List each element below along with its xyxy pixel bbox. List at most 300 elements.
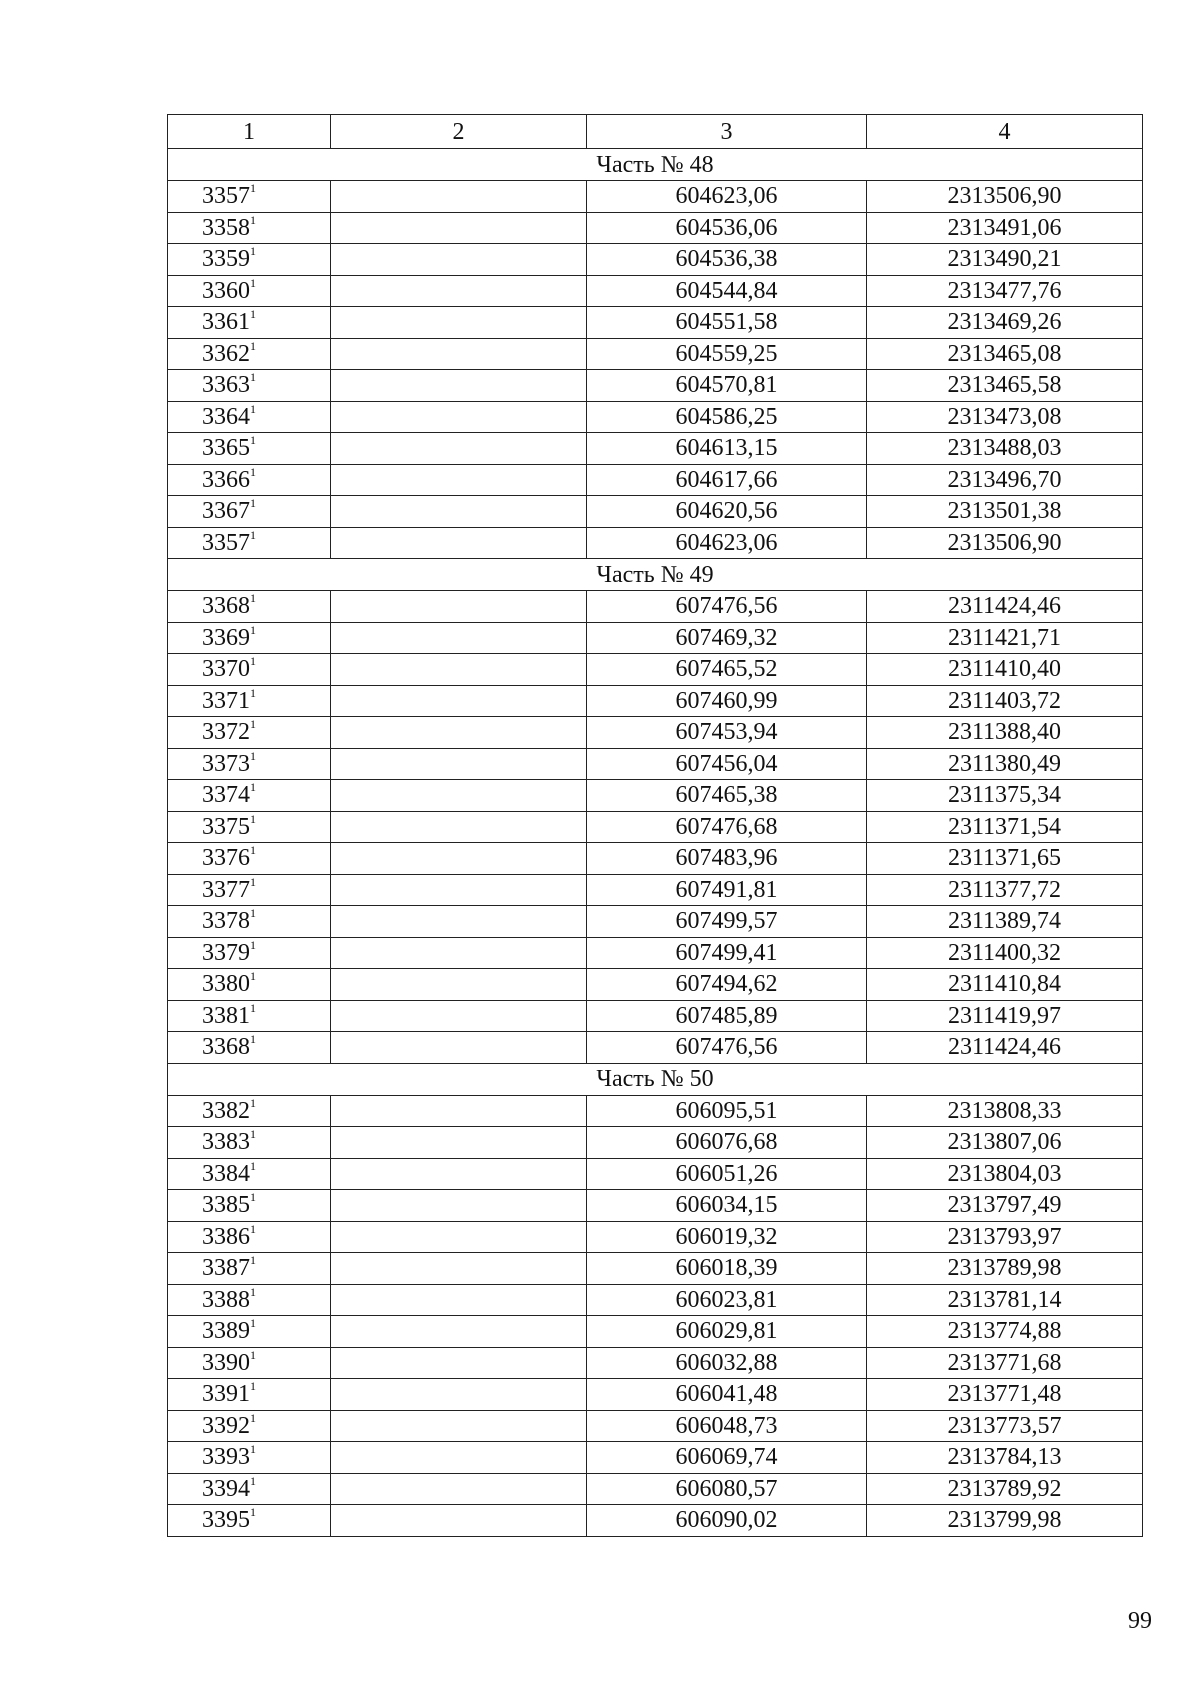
column-2-cell bbox=[331, 1316, 587, 1348]
table-row bbox=[168, 1000, 1143, 1032]
point-number-superscript: 1 bbox=[250, 937, 256, 952]
column-2-cell bbox=[331, 1032, 587, 1064]
table-row bbox=[168, 1347, 1143, 1379]
y-coordinate-cell: 2311371,54 bbox=[867, 811, 1143, 843]
x-coordinate-cell: 606019,32 bbox=[587, 1221, 867, 1253]
y-coordinate-cell: 2311377,72 bbox=[867, 874, 1143, 906]
y-coordinate-cell: 2313784,13 bbox=[867, 1442, 1143, 1474]
y-coordinate-cell: 2311424,46 bbox=[867, 1032, 1143, 1064]
table-row bbox=[168, 937, 1143, 969]
column-2-cell bbox=[331, 401, 587, 433]
y-coordinate-cell: 2311410,84 bbox=[867, 969, 1143, 1001]
point-number-superscript: 1 bbox=[250, 496, 256, 511]
table-row bbox=[168, 527, 1143, 559]
x-coordinate-cell: 607494,62 bbox=[587, 969, 867, 1001]
table-row bbox=[168, 370, 1143, 402]
section-header-row bbox=[168, 559, 1143, 591]
point-number-superscript: 1 bbox=[250, 780, 256, 795]
point-number-superscript: 1 bbox=[250, 1379, 256, 1394]
table-row bbox=[168, 843, 1143, 875]
point-number-superscript: 1 bbox=[250, 685, 256, 700]
column-2-cell bbox=[331, 969, 587, 1001]
y-coordinate-cell: 2313793,97 bbox=[867, 1221, 1143, 1253]
y-coordinate-cell: 2313469,26 bbox=[867, 307, 1143, 339]
point-number: 3370 bbox=[202, 656, 250, 683]
point-number-superscript: 1 bbox=[250, 874, 256, 889]
x-coordinate-cell: 604544,84 bbox=[587, 275, 867, 307]
column-2-cell bbox=[331, 1127, 587, 1159]
point-number-superscript: 1 bbox=[250, 811, 256, 826]
column-2-cell bbox=[331, 748, 587, 780]
y-coordinate-cell: 2311388,40 bbox=[867, 717, 1143, 749]
point-number: 3389 bbox=[202, 1318, 250, 1345]
column-2-cell bbox=[331, 496, 587, 528]
point-number: 3369 bbox=[202, 624, 250, 651]
column-2-cell bbox=[331, 464, 587, 496]
x-coordinate-cell: 604570,81 bbox=[587, 370, 867, 402]
point-number-superscript: 1 bbox=[250, 338, 256, 353]
point-number-cell bbox=[168, 1221, 331, 1253]
point-number-cell bbox=[168, 1316, 331, 1348]
point-number-cell bbox=[168, 969, 331, 1001]
y-coordinate-cell: 2313807,06 bbox=[867, 1127, 1143, 1159]
section-title: Часть № 48 bbox=[168, 149, 1143, 181]
x-coordinate-cell: 606032,88 bbox=[587, 1347, 867, 1379]
point-number-superscript: 1 bbox=[250, 181, 256, 196]
column-2-cell bbox=[331, 244, 587, 276]
point-number-superscript: 1 bbox=[250, 1127, 256, 1142]
column-2-cell bbox=[331, 937, 587, 969]
x-coordinate-cell: 607499,41 bbox=[587, 937, 867, 969]
x-coordinate-cell: 607485,89 bbox=[587, 1000, 867, 1032]
point-number-superscript: 1 bbox=[250, 275, 256, 290]
point-number-cell bbox=[168, 370, 331, 402]
x-coordinate-cell: 606069,74 bbox=[587, 1442, 867, 1474]
point-number: 3361 bbox=[202, 309, 250, 336]
x-coordinate-cell: 604559,25 bbox=[587, 338, 867, 370]
point-number-cell bbox=[168, 937, 331, 969]
point-number: 3380 bbox=[202, 971, 250, 998]
point-number: 3357 bbox=[202, 183, 250, 210]
y-coordinate-cell: 2311371,65 bbox=[867, 843, 1143, 875]
table-row bbox=[168, 1190, 1143, 1222]
point-number: 3392 bbox=[202, 1412, 250, 1439]
y-coordinate-cell: 2313465,58 bbox=[867, 370, 1143, 402]
x-coordinate-cell: 607465,52 bbox=[587, 654, 867, 686]
point-number-cell bbox=[168, 591, 331, 623]
point-number-cell bbox=[168, 1032, 331, 1064]
column-2-cell bbox=[331, 843, 587, 875]
x-coordinate-cell: 606080,57 bbox=[587, 1473, 867, 1505]
table-row bbox=[168, 1158, 1143, 1190]
y-coordinate-cell: 2311419,97 bbox=[867, 1000, 1143, 1032]
point-number-cell bbox=[168, 1095, 331, 1127]
section-header-row bbox=[168, 149, 1143, 181]
x-coordinate-cell: 604586,25 bbox=[587, 401, 867, 433]
x-coordinate-cell: 604536,38 bbox=[587, 244, 867, 276]
point-number-cell bbox=[168, 244, 331, 276]
section-title: Часть № 49 bbox=[168, 559, 1143, 591]
point-number-superscript: 1 bbox=[250, 212, 256, 227]
x-coordinate-cell: 607483,96 bbox=[587, 843, 867, 875]
point-number: 3383 bbox=[202, 1129, 250, 1156]
point-number: 3382 bbox=[202, 1097, 250, 1124]
point-number: 3388 bbox=[202, 1286, 250, 1313]
point-number-superscript: 1 bbox=[250, 307, 256, 322]
x-coordinate-cell: 606076,68 bbox=[587, 1127, 867, 1159]
column-2-cell bbox=[331, 1221, 587, 1253]
table-row bbox=[168, 622, 1143, 654]
point-number-cell bbox=[168, 1190, 331, 1222]
table-row bbox=[168, 811, 1143, 843]
x-coordinate-cell: 604536,06 bbox=[587, 212, 867, 244]
point-number-cell bbox=[168, 906, 331, 938]
point-number-cell bbox=[168, 843, 331, 875]
y-coordinate-cell: 2311421,71 bbox=[867, 622, 1143, 654]
point-number-superscript: 1 bbox=[250, 1347, 256, 1362]
y-coordinate-cell: 2313496,70 bbox=[867, 464, 1143, 496]
point-number: 3368 bbox=[202, 593, 250, 620]
table-row bbox=[168, 496, 1143, 528]
column-2-cell bbox=[331, 1473, 587, 1505]
table-row bbox=[168, 654, 1143, 686]
page-number: 99 bbox=[1128, 1608, 1152, 1634]
column-2-cell bbox=[331, 1253, 587, 1285]
table-body bbox=[168, 149, 1143, 1537]
section-title: Часть № 50 bbox=[168, 1063, 1143, 1095]
point-number-superscript: 1 bbox=[250, 1190, 256, 1205]
y-coordinate-cell: 2313506,90 bbox=[867, 181, 1143, 213]
point-number-superscript: 1 bbox=[250, 1442, 256, 1457]
column-2-cell bbox=[331, 717, 587, 749]
column-2-cell bbox=[331, 1158, 587, 1190]
table-row bbox=[168, 1221, 1143, 1253]
point-number: 3393 bbox=[202, 1444, 250, 1471]
y-coordinate-cell: 2311380,49 bbox=[867, 748, 1143, 780]
x-coordinate-cell: 606090,02 bbox=[587, 1505, 867, 1537]
table-row bbox=[168, 464, 1143, 496]
point-number-cell bbox=[168, 874, 331, 906]
column-2-cell bbox=[331, 1095, 587, 1127]
point-number-cell bbox=[168, 780, 331, 812]
coordinates-table bbox=[167, 114, 1143, 1537]
x-coordinate-cell: 604551,58 bbox=[587, 307, 867, 339]
x-coordinate-cell: 606051,26 bbox=[587, 1158, 867, 1190]
point-number-cell bbox=[168, 1158, 331, 1190]
point-number-cell bbox=[168, 464, 331, 496]
y-coordinate-cell: 2313771,48 bbox=[867, 1379, 1143, 1411]
column-header-4: 4 bbox=[867, 115, 1143, 149]
point-number-cell bbox=[168, 1379, 331, 1411]
column-2-cell bbox=[331, 654, 587, 686]
table-row bbox=[168, 181, 1143, 213]
column-header-3: 3 bbox=[587, 115, 867, 149]
table-row bbox=[168, 1032, 1143, 1064]
table-row bbox=[168, 1442, 1143, 1474]
point-number-cell bbox=[168, 685, 331, 717]
point-number-superscript: 1 bbox=[250, 1095, 256, 1110]
point-number-superscript: 1 bbox=[250, 1473, 256, 1488]
y-coordinate-cell: 2313774,88 bbox=[867, 1316, 1143, 1348]
table-row bbox=[168, 338, 1143, 370]
point-number-cell bbox=[168, 496, 331, 528]
point-number: 3378 bbox=[202, 908, 250, 935]
table-row bbox=[168, 1505, 1143, 1537]
point-number: 3385 bbox=[202, 1192, 250, 1219]
table-row bbox=[168, 1127, 1143, 1159]
y-coordinate-cell: 2311424,46 bbox=[867, 591, 1143, 623]
point-number-cell bbox=[168, 433, 331, 465]
x-coordinate-cell: 604620,56 bbox=[587, 496, 867, 528]
table-row bbox=[168, 969, 1143, 1001]
x-coordinate-cell: 607499,57 bbox=[587, 906, 867, 938]
y-coordinate-cell: 2313789,92 bbox=[867, 1473, 1143, 1505]
point-number-cell bbox=[168, 654, 331, 686]
y-coordinate-cell: 2313797,49 bbox=[867, 1190, 1143, 1222]
y-coordinate-cell: 2313773,57 bbox=[867, 1410, 1143, 1442]
table-row bbox=[168, 1410, 1143, 1442]
column-2-cell bbox=[331, 1442, 587, 1474]
column-2-cell bbox=[331, 1000, 587, 1032]
x-coordinate-cell: 606041,48 bbox=[587, 1379, 867, 1411]
column-2-cell bbox=[331, 685, 587, 717]
x-coordinate-cell: 606034,15 bbox=[587, 1190, 867, 1222]
column-2-cell bbox=[331, 275, 587, 307]
table-header-row bbox=[168, 115, 1143, 149]
table-row bbox=[168, 1095, 1143, 1127]
point-number-superscript: 1 bbox=[250, 527, 256, 542]
column-2-cell bbox=[331, 1410, 587, 1442]
point-number-superscript: 1 bbox=[250, 969, 256, 984]
table-row bbox=[168, 1316, 1143, 1348]
table-row bbox=[168, 1253, 1143, 1285]
y-coordinate-cell: 2313490,21 bbox=[867, 244, 1143, 276]
y-coordinate-cell: 2313789,98 bbox=[867, 1253, 1143, 1285]
point-number: 3366 bbox=[202, 466, 250, 493]
point-number: 3360 bbox=[202, 277, 250, 304]
point-number-cell bbox=[168, 1127, 331, 1159]
x-coordinate-cell: 606029,81 bbox=[587, 1316, 867, 1348]
y-coordinate-cell: 2313799,98 bbox=[867, 1505, 1143, 1537]
point-number: 3374 bbox=[202, 782, 250, 809]
point-number-cell bbox=[168, 717, 331, 749]
point-number: 3375 bbox=[202, 813, 250, 840]
point-number: 3381 bbox=[202, 1002, 250, 1029]
point-number-cell bbox=[168, 527, 331, 559]
point-number-superscript: 1 bbox=[250, 1316, 256, 1331]
point-number-cell bbox=[168, 401, 331, 433]
point-number: 3357 bbox=[202, 529, 250, 556]
point-number: 3395 bbox=[202, 1507, 250, 1534]
point-number-superscript: 1 bbox=[250, 622, 256, 637]
point-number-superscript: 1 bbox=[250, 1221, 256, 1236]
x-coordinate-cell: 604623,06 bbox=[587, 181, 867, 213]
point-number-cell bbox=[168, 1505, 331, 1537]
column-2-cell bbox=[331, 906, 587, 938]
table-row bbox=[168, 874, 1143, 906]
table-row bbox=[168, 275, 1143, 307]
table-row bbox=[168, 307, 1143, 339]
point-number: 3373 bbox=[202, 750, 250, 777]
column-2-cell bbox=[331, 1379, 587, 1411]
point-number-superscript: 1 bbox=[250, 433, 256, 448]
table-row bbox=[168, 1379, 1143, 1411]
point-number-superscript: 1 bbox=[250, 843, 256, 858]
point-number-superscript: 1 bbox=[250, 401, 256, 416]
x-coordinate-cell: 607465,38 bbox=[587, 780, 867, 812]
point-number-superscript: 1 bbox=[250, 591, 256, 606]
point-number-superscript: 1 bbox=[250, 1000, 256, 1015]
point-number-superscript: 1 bbox=[250, 748, 256, 763]
point-number-cell bbox=[168, 1442, 331, 1474]
point-number-superscript: 1 bbox=[250, 464, 256, 479]
column-header-2: 2 bbox=[331, 115, 587, 149]
column-2-cell bbox=[331, 780, 587, 812]
x-coordinate-cell: 604613,15 bbox=[587, 433, 867, 465]
x-coordinate-cell: 604617,66 bbox=[587, 464, 867, 496]
point-number-superscript: 1 bbox=[250, 1032, 256, 1047]
point-number: 3379 bbox=[202, 939, 250, 966]
point-number: 3386 bbox=[202, 1223, 250, 1250]
table-row bbox=[168, 748, 1143, 780]
point-number: 3368 bbox=[202, 1034, 250, 1061]
column-2-cell bbox=[331, 591, 587, 623]
point-number-cell bbox=[168, 622, 331, 654]
column-2-cell bbox=[331, 212, 587, 244]
y-coordinate-cell: 2313506,90 bbox=[867, 527, 1143, 559]
column-2-cell bbox=[331, 370, 587, 402]
point-number-cell bbox=[168, 1347, 331, 1379]
point-number: 3384 bbox=[202, 1160, 250, 1187]
x-coordinate-cell: 606018,39 bbox=[587, 1253, 867, 1285]
y-coordinate-cell: 2313501,38 bbox=[867, 496, 1143, 528]
x-coordinate-cell: 606048,73 bbox=[587, 1410, 867, 1442]
y-coordinate-cell: 2313465,08 bbox=[867, 338, 1143, 370]
y-coordinate-cell: 2313488,03 bbox=[867, 433, 1143, 465]
x-coordinate-cell: 607476,68 bbox=[587, 811, 867, 843]
point-number: 3390 bbox=[202, 1349, 250, 1376]
point-number-superscript: 1 bbox=[250, 1505, 256, 1520]
x-coordinate-cell: 606095,51 bbox=[587, 1095, 867, 1127]
section-header-row bbox=[168, 1063, 1143, 1095]
column-2-cell bbox=[331, 1284, 587, 1316]
point-number: 3359 bbox=[202, 246, 250, 273]
point-number-cell bbox=[168, 307, 331, 339]
point-number: 3387 bbox=[202, 1255, 250, 1282]
table-row bbox=[168, 685, 1143, 717]
point-number-cell bbox=[168, 811, 331, 843]
point-number-superscript: 1 bbox=[250, 244, 256, 259]
column-2-cell bbox=[331, 181, 587, 213]
column-2-cell bbox=[331, 1190, 587, 1222]
point-number: 3358 bbox=[202, 214, 250, 241]
table-row bbox=[168, 244, 1143, 276]
point-number-superscript: 1 bbox=[250, 906, 256, 921]
column-2-cell bbox=[331, 811, 587, 843]
column-2-cell bbox=[331, 874, 587, 906]
point-number-cell bbox=[168, 338, 331, 370]
point-number: 3367 bbox=[202, 498, 250, 525]
point-number: 3376 bbox=[202, 845, 250, 872]
point-number-cell bbox=[168, 275, 331, 307]
table-row bbox=[168, 717, 1143, 749]
point-number-superscript: 1 bbox=[250, 1284, 256, 1299]
table-row bbox=[168, 1473, 1143, 1505]
table-row bbox=[168, 780, 1143, 812]
point-number: 3364 bbox=[202, 403, 250, 430]
y-coordinate-cell: 2311410,40 bbox=[867, 654, 1143, 686]
column-2-cell bbox=[331, 307, 587, 339]
point-number: 3394 bbox=[202, 1475, 250, 1502]
point-number: 3377 bbox=[202, 876, 250, 903]
point-number-cell bbox=[168, 1000, 331, 1032]
y-coordinate-cell: 2313491,06 bbox=[867, 212, 1143, 244]
column-2-cell bbox=[331, 1347, 587, 1379]
point-number-superscript: 1 bbox=[250, 1158, 256, 1173]
point-number: 3372 bbox=[202, 719, 250, 746]
x-coordinate-cell: 607469,32 bbox=[587, 622, 867, 654]
point-number-cell bbox=[168, 212, 331, 244]
y-coordinate-cell: 2313781,14 bbox=[867, 1284, 1143, 1316]
table-row bbox=[168, 433, 1143, 465]
point-number-superscript: 1 bbox=[250, 370, 256, 385]
point-number-cell bbox=[168, 1284, 331, 1316]
y-coordinate-cell: 2313473,08 bbox=[867, 401, 1143, 433]
point-number-cell bbox=[168, 1410, 331, 1442]
table-row bbox=[168, 212, 1143, 244]
y-coordinate-cell: 2313477,76 bbox=[867, 275, 1143, 307]
point-number-superscript: 1 bbox=[250, 654, 256, 669]
x-coordinate-cell: 607476,56 bbox=[587, 591, 867, 623]
point-number-cell bbox=[168, 181, 331, 213]
table-row bbox=[168, 591, 1143, 623]
y-coordinate-cell: 2311389,74 bbox=[867, 906, 1143, 938]
column-2-cell bbox=[331, 1505, 587, 1537]
x-coordinate-cell: 607491,81 bbox=[587, 874, 867, 906]
point-number: 3362 bbox=[202, 340, 250, 367]
column-2-cell bbox=[331, 527, 587, 559]
point-number: 3371 bbox=[202, 687, 250, 714]
column-2-cell bbox=[331, 338, 587, 370]
x-coordinate-cell: 604623,06 bbox=[587, 527, 867, 559]
point-number: 3365 bbox=[202, 435, 250, 462]
column-2-cell bbox=[331, 622, 587, 654]
y-coordinate-cell: 2313808,33 bbox=[867, 1095, 1143, 1127]
y-coordinate-cell: 2311400,32 bbox=[867, 937, 1143, 969]
point-number: 3363 bbox=[202, 372, 250, 399]
table-row bbox=[168, 401, 1143, 433]
column-header-1: 1 bbox=[168, 115, 331, 149]
table-row bbox=[168, 1284, 1143, 1316]
point-number-cell bbox=[168, 748, 331, 780]
point-number-cell bbox=[168, 1473, 331, 1505]
point-number-superscript: 1 bbox=[250, 1410, 256, 1425]
point-number-superscript: 1 bbox=[250, 1253, 256, 1268]
y-coordinate-cell: 2313804,03 bbox=[867, 1158, 1143, 1190]
x-coordinate-cell: 606023,81 bbox=[587, 1284, 867, 1316]
x-coordinate-cell: 607476,56 bbox=[587, 1032, 867, 1064]
x-coordinate-cell: 607453,94 bbox=[587, 717, 867, 749]
column-2-cell bbox=[331, 433, 587, 465]
y-coordinate-cell: 2311375,34 bbox=[867, 780, 1143, 812]
point-number-superscript: 1 bbox=[250, 717, 256, 732]
x-coordinate-cell: 607460,99 bbox=[587, 685, 867, 717]
y-coordinate-cell: 2311403,72 bbox=[867, 685, 1143, 717]
point-number: 3391 bbox=[202, 1381, 250, 1408]
y-coordinate-cell: 2313771,68 bbox=[867, 1347, 1143, 1379]
point-number-cell bbox=[168, 1253, 331, 1285]
table-row bbox=[168, 906, 1143, 938]
